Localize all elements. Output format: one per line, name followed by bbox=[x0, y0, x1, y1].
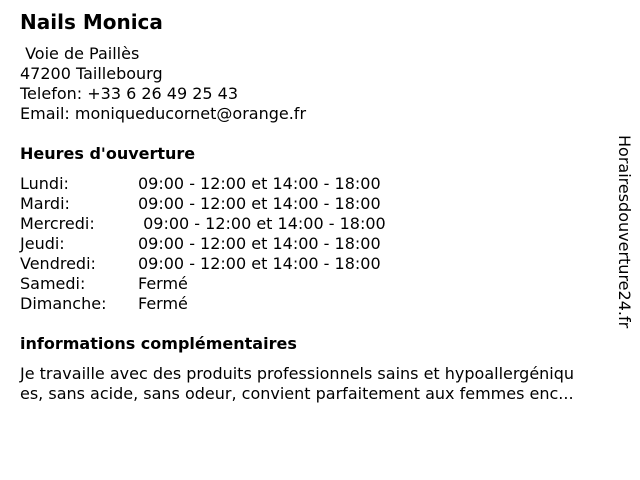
day-hours: 09:00 - 12:00 et 14:00 - 18:00 bbox=[138, 194, 381, 213]
business-name: Nails Monica bbox=[20, 10, 163, 34]
watermark-text: Horairesdouverture24.fr bbox=[615, 135, 634, 329]
day-hours: 09:00 - 12:00 et 14:00 - 18:00 bbox=[138, 234, 381, 253]
day-label: Dimanche: bbox=[20, 294, 107, 313]
opening-hours-table bbox=[20, 174, 386, 314]
info-line: Je travaille avec des produits professionnels sains et hypoallergéniqu bbox=[20, 364, 575, 383]
city: 47200 Taillebourg bbox=[20, 64, 163, 83]
hours-row-tuesday bbox=[20, 194, 386, 214]
info-line: es, sans acide, sans odeur, convient parfaitement aux femmes enc... bbox=[20, 384, 574, 403]
day-label: Vendredi: bbox=[20, 254, 96, 273]
day-hours: 09:00 - 12:00 et 14:00 - 18:00 bbox=[138, 174, 381, 193]
day-hours: Fermé bbox=[138, 274, 188, 293]
hours-row-sunday bbox=[20, 294, 386, 314]
day-label: Mardi: bbox=[20, 194, 70, 213]
additional-info-heading: informations complémentaires bbox=[20, 334, 297, 353]
day-label: Mercredi: bbox=[20, 214, 95, 233]
watermark bbox=[611, 135, 637, 375]
day-hours: Fermé bbox=[138, 294, 188, 313]
opening-hours-heading: Heures d'ouverture bbox=[20, 144, 196, 163]
hours-row-wednesday bbox=[20, 214, 386, 234]
day-hours: 09:00 - 12:00 et 14:00 - 18:00 bbox=[138, 214, 386, 233]
email: Email: moniqueducornet@orange.fr bbox=[20, 104, 307, 123]
hours-row-saturday bbox=[20, 274, 386, 294]
day-label: Jeudi: bbox=[20, 234, 65, 253]
street-address: Voie de Paillès bbox=[20, 44, 140, 63]
day-hours: 09:00 - 12:00 et 14:00 - 18:00 bbox=[138, 254, 381, 273]
hours-row-friday bbox=[20, 254, 386, 274]
hours-row-monday bbox=[20, 174, 386, 194]
hours-row-thursday bbox=[20, 234, 386, 254]
contact-block bbox=[20, 44, 306, 124]
additional-info-text bbox=[20, 364, 620, 404]
day-label: Samedi: bbox=[20, 274, 86, 293]
phone: Telefon: +33 6 26 49 25 43 bbox=[20, 84, 239, 103]
day-label: Lundi: bbox=[20, 174, 69, 193]
